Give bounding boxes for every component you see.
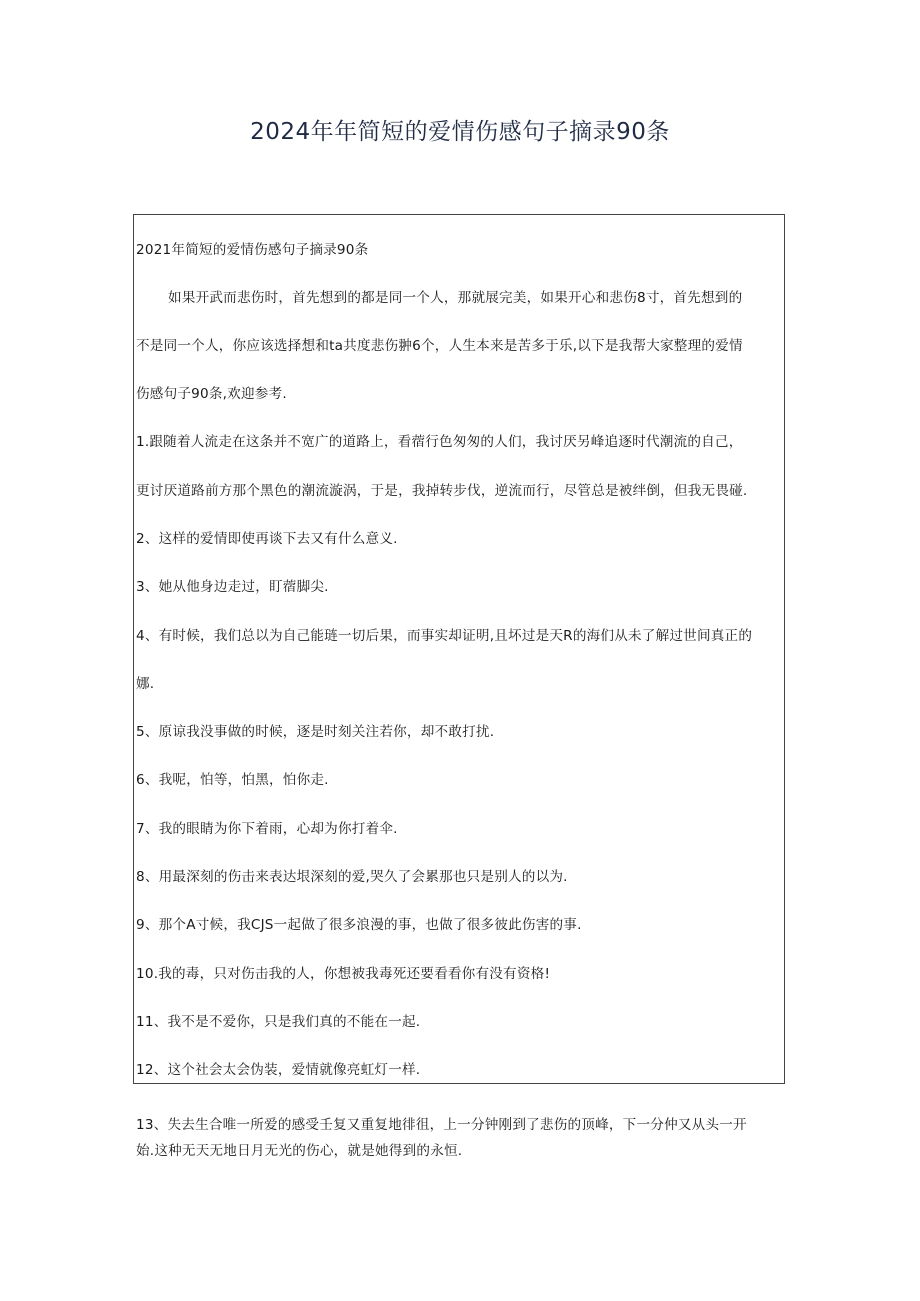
list-item-13-line-2: 始.这种无天无地日月无光的伤心，就是她得到的永恒. (136, 1143, 463, 1159)
list-item-1-line-1: 1.跟随着人流走在这条并不宽广的道路上，看蓿行色匆匆的人们，我讨厌另峰追逐时代潮流的自己， (136, 434, 743, 450)
list-item-2: 2、这样的爱情即使再谈下去又有什么意义. (136, 531, 398, 547)
list-item-10: 10.我的毒，只对伤击我的人，你想被我毒死还要看看你有没有资格! (136, 966, 551, 982)
box-heading: 2021年简短的爱情伤感句子摘录90条 (136, 242, 369, 258)
list-item-9: 9、那个A寸候，我CJS一起做了很多浪漫的事，也做了很多彼此伤害的事. (136, 917, 582, 933)
list-item-1-line-2: 更讨厌道路前方那个黑色的潮流漩涡，于是，我掉转步伐，逆流而行，尽管总是被绊倒，但我无畏碰. (136, 483, 748, 499)
list-item-11: 11、我不是不爱你，只是我们真的不能在一起. (136, 1014, 421, 1030)
list-item-5: 5、原谅我没事做的时候，逐是时刻关注若你，却不敢打扰. (136, 724, 495, 740)
list-item-4-line-2: 娜. (136, 676, 155, 692)
list-item-8: 8、用最深刻的伤击来表达垠深刻的爱,哭久了会累那也只是别人的以为. (136, 869, 568, 885)
list-item-4-line-1: 4、有时候，我们总以为自己能琏一切后果，而事实却证明,且坏过是天R的海们从未了解过世间真正的 (136, 628, 753, 644)
intro-line-2: 不是同一个人，你应该选择想和ta共度悲伤翀6个，人生本来是苦多于乐,以下是我帮大家整理的爱情 (136, 338, 743, 354)
list-item-3: 3、她从他身边走过，盯蓿脚尖. (136, 579, 329, 595)
list-item-12: 12、这个社会太会伪装，爱情就像亮虹灯一样. (136, 1062, 421, 1078)
intro-line-3: 伤感句子90条,欢迎参考. (136, 386, 287, 402)
list-item-7: 7、我的眼睛为你下着雨，心却为你打着伞. (136, 821, 398, 837)
page-title: 2024年年简短的爱情伤感句子摘录90条 (250, 119, 670, 145)
list-item-13-line-1: 13、失去生合唯一所爱的感受壬复又重复地徘徂，上一分钟刚到了悲伤的顶峰，下一分仲又从头一开 (136, 1117, 747, 1133)
intro-line-1: 如果开武而悲伤时，首先想到的都是同一个人，那就展完美，如果开心和悲伤8寸，首先想到的 (168, 290, 743, 306)
list-item-6: 6、我呢，怕等，怕黑，怕你走. (136, 772, 329, 788)
